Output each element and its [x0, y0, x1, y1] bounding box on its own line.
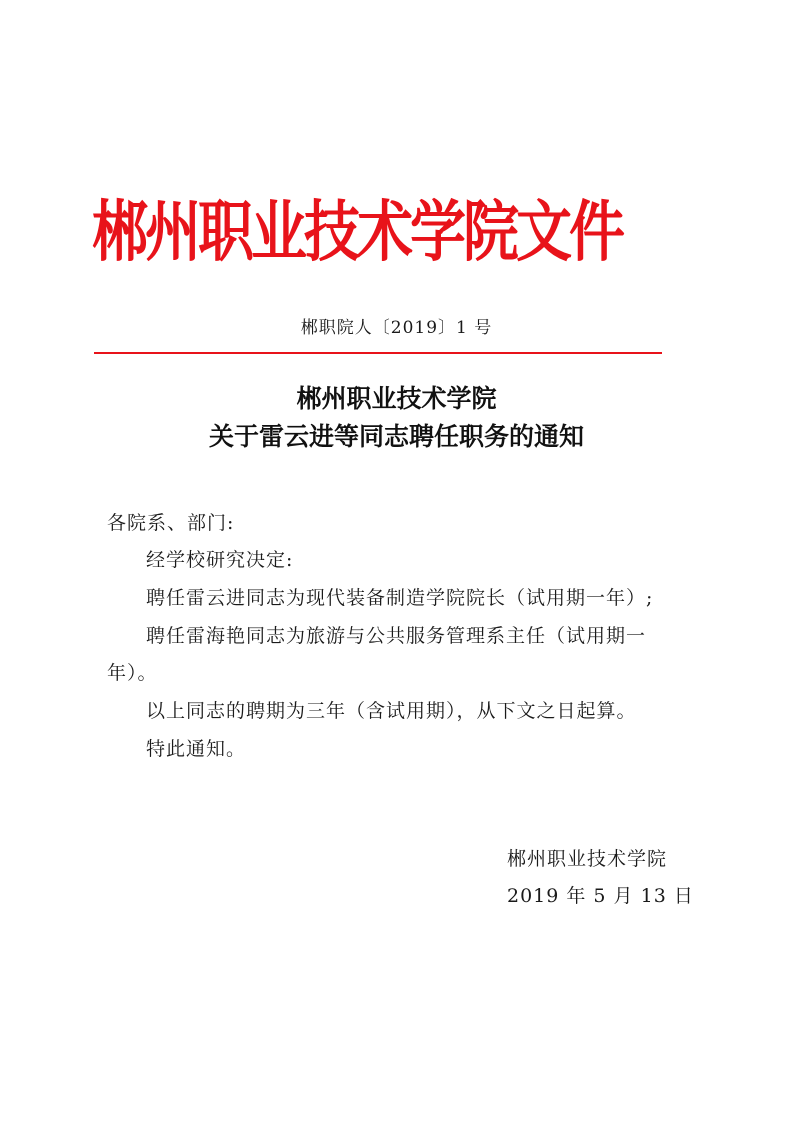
header-divider [94, 352, 662, 354]
signature-organization: 郴州职业技术学院 [507, 848, 668, 870]
body-paragraph: 以上同志的聘期为三年（含试用期），从下文之日起算。 [146, 700, 637, 722]
document-header-title: 郴州职业技术学院文件 [92, 193, 622, 271]
body-paragraph: 聘任雷海艳同志为旅游与公共服务管理系主任（试用期一 [146, 625, 647, 647]
signature-date: 2019 年 5 月 13 日 [507, 885, 694, 907]
body-paragraph: 聘任雷云进同志为现代装备制造学院院长（试用期一年）; [146, 587, 654, 609]
notice-title-line-1: 郴州职业技术学院 [296, 384, 497, 413]
body-paragraph-continuation: 年）。 [107, 662, 158, 684]
body-paragraph: 特此通知。 [146, 738, 247, 760]
document-number: 郴职院人〔2019〕1 号 [300, 318, 493, 338]
notice-title-line-2: 关于雷云进等同志聘任职务的通知 [208, 422, 584, 451]
body-paragraph: 经学校研究决定: [146, 549, 294, 571]
salutation: 各院系、部门: [107, 512, 235, 534]
